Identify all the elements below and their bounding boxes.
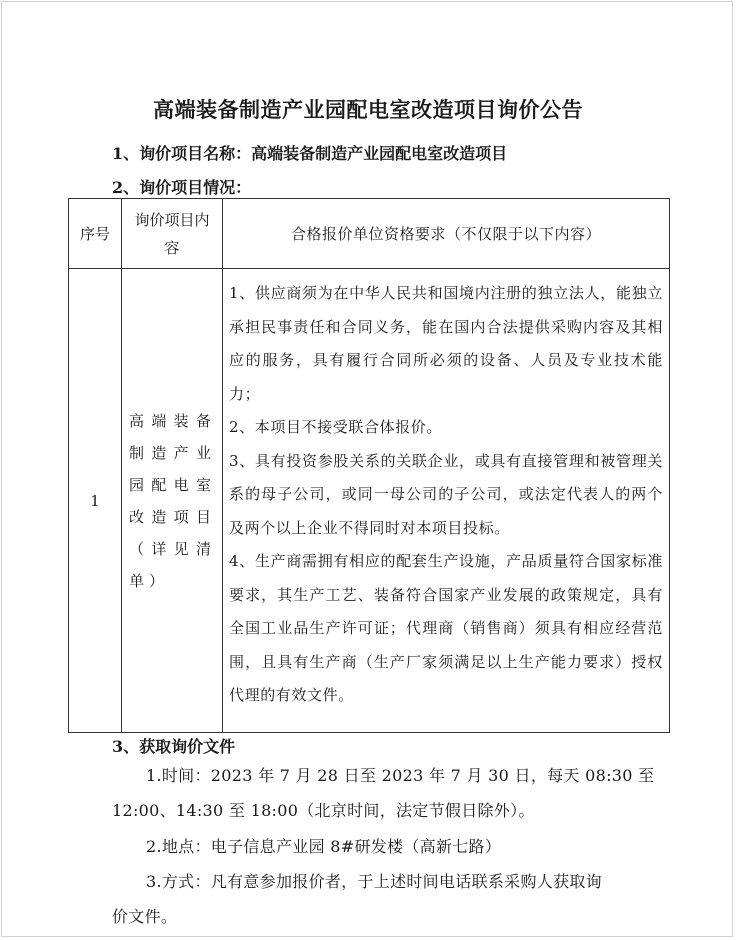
location-line: 2.地点：电子信息产业园 8#研发楼（高新七路）: [146, 837, 502, 856]
section-3-heading: 3、获取询价文件: [112, 737, 236, 756]
requirement-1: 1、供应商须为在中华人民共和国境内注册的独立法人，能独立承担民事责任和合同义务，能在国内合法提供采购内容及其相应的服务，具有履行合同所必须的设备、人员及专业技术能力；: [229, 284, 663, 403]
method-line-1: 3.方式：凡有意参加报价者，于上述时间电话联系采购人获取询: [146, 872, 602, 891]
header-serial-no: 序号: [69, 199, 122, 269]
time-line-1: 1.时间：2023 年 7 月 28 日至 2023 年 7 月 30 日，每天 08:30 至: [146, 766, 655, 785]
time-line-2: 12:00、14:30 至 18:00（北京时间，法定节假日除外）。: [112, 801, 535, 820]
item-line: 单）: [129, 571, 170, 590]
section-2-heading: 2、询价项目情况：: [112, 178, 252, 197]
requirement-2: 2、本项目不接受联合体报价。: [229, 418, 442, 436]
row-serial-no: 1: [69, 269, 122, 733]
row-requirements: [223, 269, 670, 733]
table-row: [69, 269, 670, 733]
header-item-content: 询价项目内容: [122, 199, 223, 269]
section-1-project-name: 1、询价项目名称：高端装备制造产业园配电室改造项目: [112, 144, 508, 163]
table-header-row: [69, 199, 670, 269]
item-line: （详见清: [129, 539, 216, 558]
row-item-content: [122, 269, 223, 733]
requirement-3: 3、具有投资参股关系的关联企业，或具有直接管理和被管理关系的母子公司，或同一母公司的子公司，或法定代表人的两个及两个以上企业不得同时对本项目投标。: [229, 451, 663, 537]
item-line: 制造产业: [129, 443, 216, 462]
item-line: 改造项目: [129, 507, 216, 526]
requirement-4: 4、生产商需拥有相应的配套生产设施，产品质量符合国家标准要求，其生产工艺、装备符合国家产业发展的政策规定，具有全国工业品生产许可证；代理商（销售商）须具有相应经营范围，且具有生产商（生产厂家须满足以上生产能力要求）授权代理的有效文件。: [229, 552, 663, 704]
requirements-table: [68, 198, 670, 733]
header-qualification: 合格报价单位资格要求（不仅限于以下内容）: [223, 199, 670, 269]
item-line: 园配电室: [129, 475, 216, 494]
method-line-2: 价文件。: [112, 907, 178, 926]
document-title: 高端装备制造产业园配电室改造项目询价公告: [153, 97, 583, 122]
item-line: 高端装备: [129, 411, 216, 430]
